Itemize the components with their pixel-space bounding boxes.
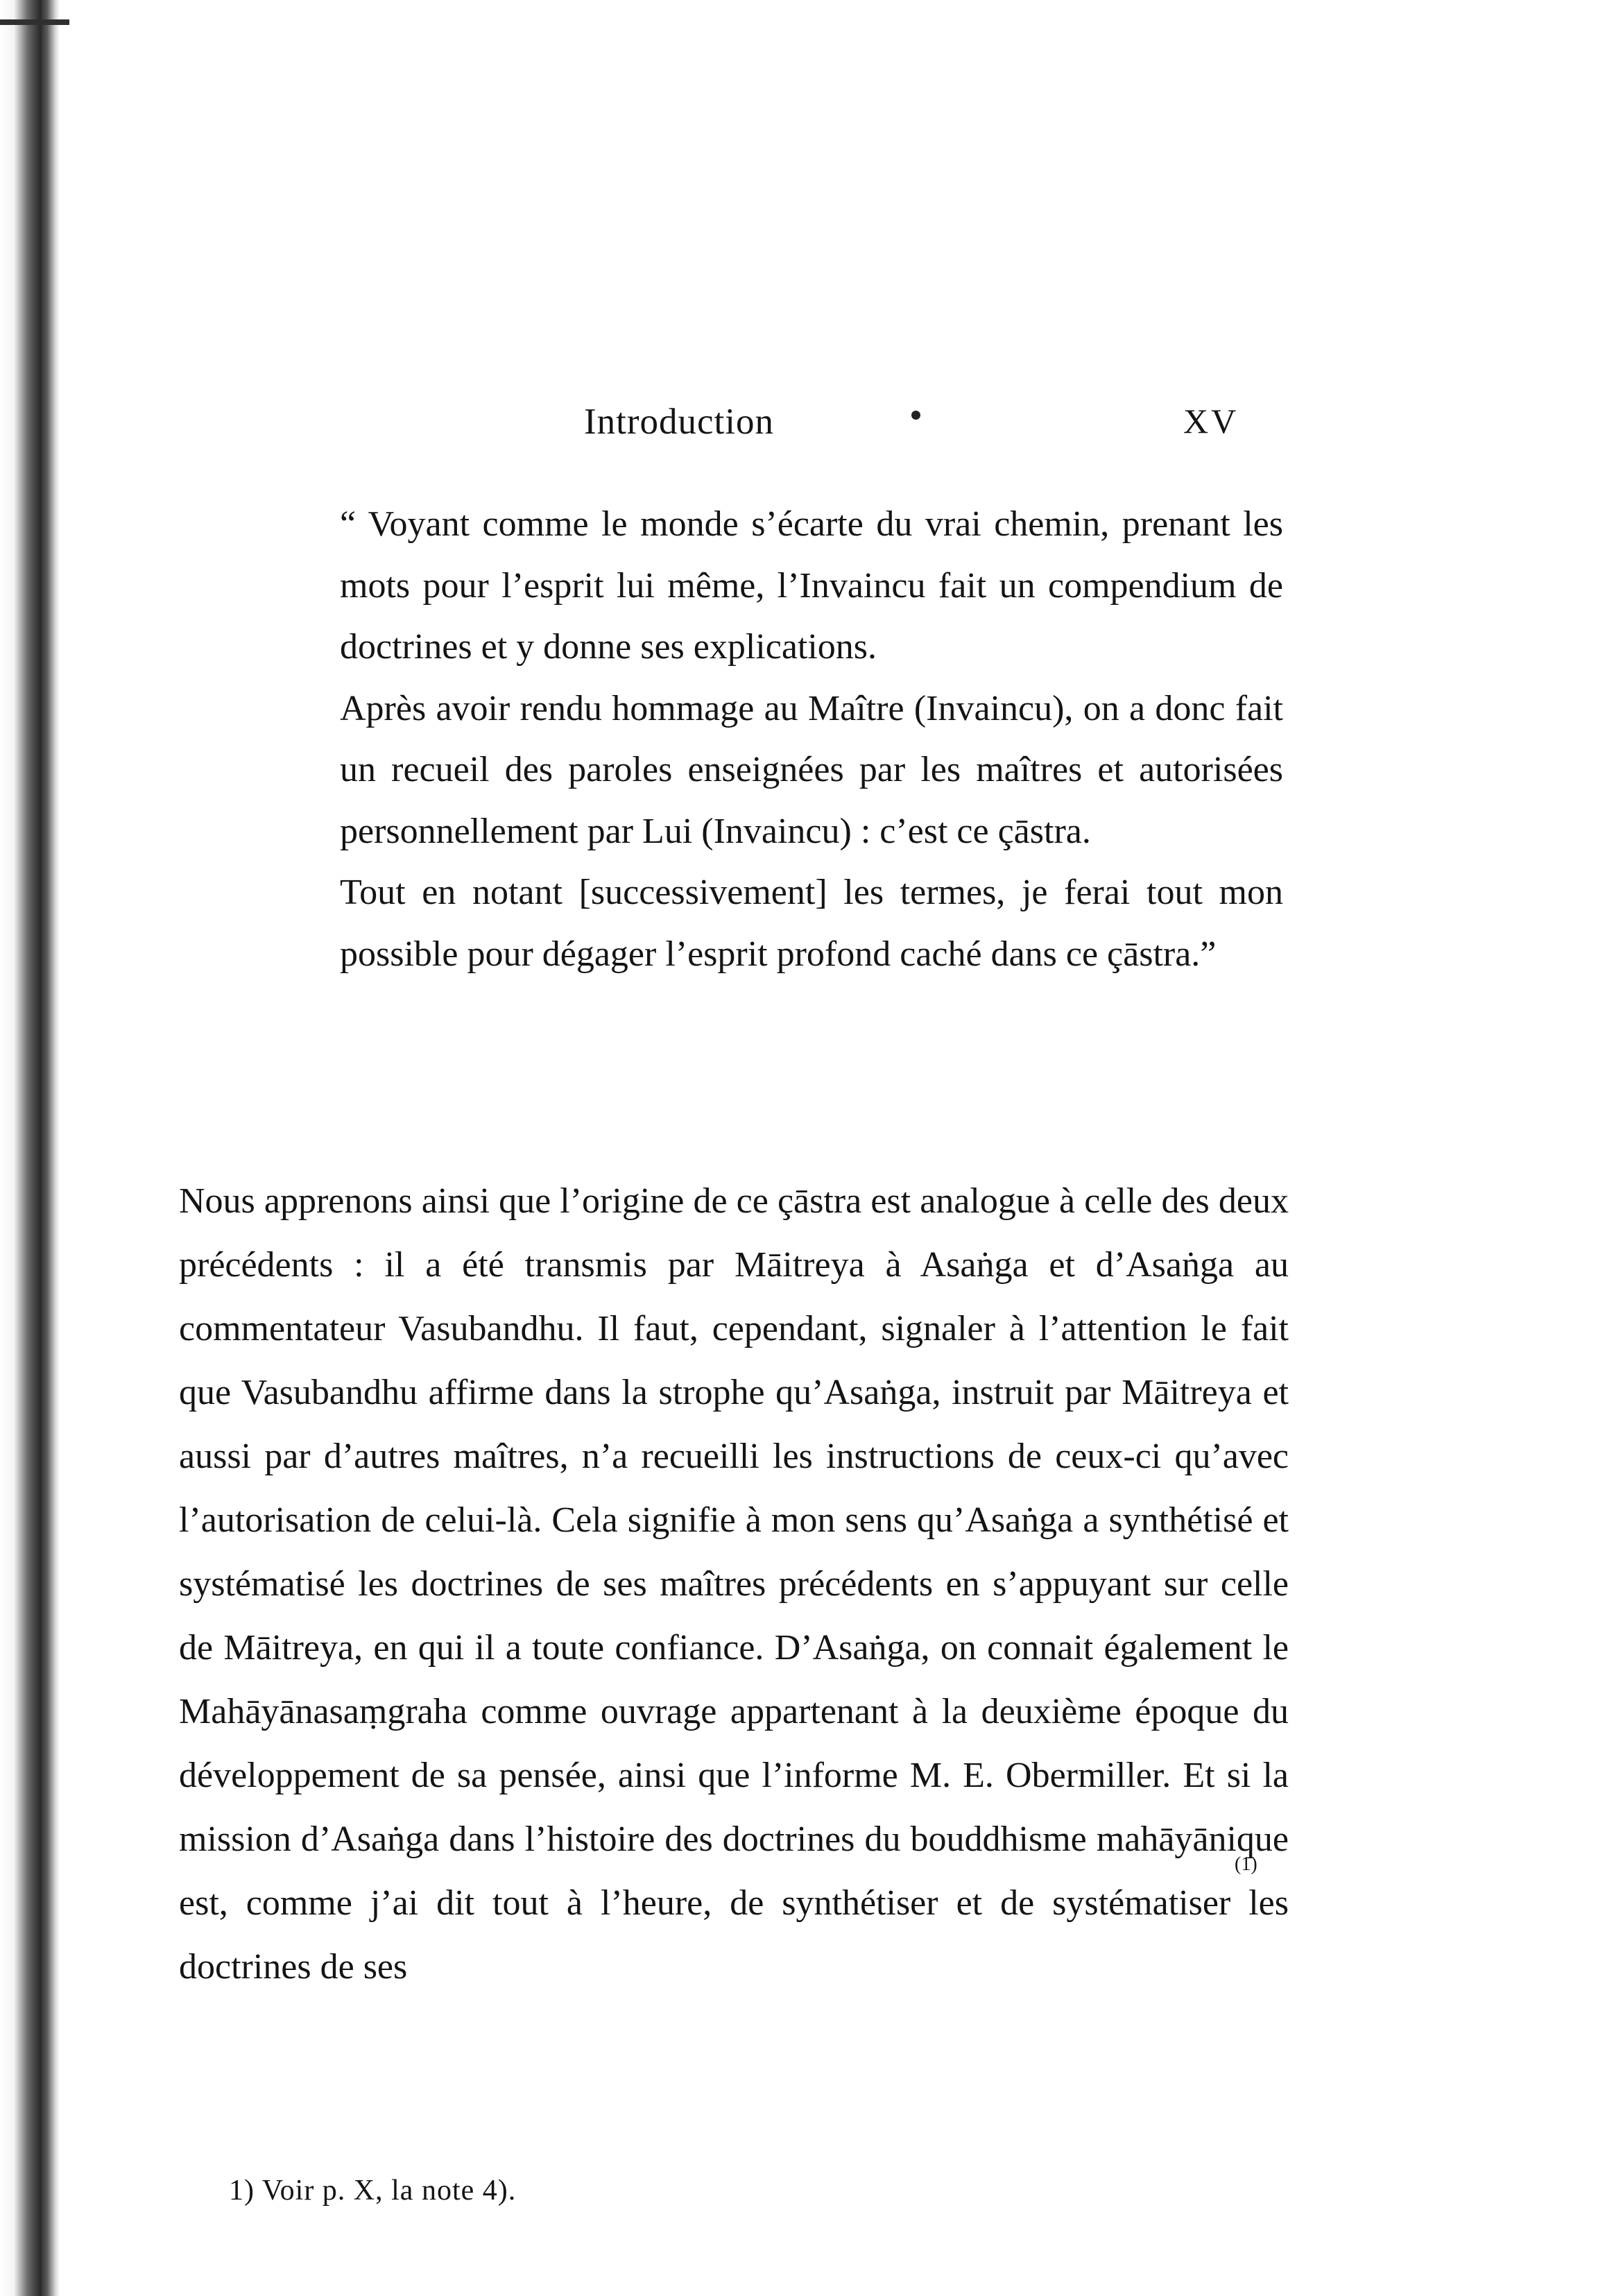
body-text xyxy=(179,1170,1289,1999)
footnote: 1) Voir p. X, la note 4). xyxy=(229,2175,517,2207)
binding-corner-mark xyxy=(0,19,69,25)
quote-paragraph: “ Voyant comme le monde s’écarte du vrai chemin, prenant les mots pour l’esprit lui même, l’Invaincu fait un compendium de doctrines et y donne ses explications. xyxy=(340,504,1283,667)
footnote-marker: (1) xyxy=(1235,1853,1257,1875)
quote-paragraph: Tout en notant [successivement] les termes, je ferai tout mon possible pour dégager l’esprit profond caché dans ce çāstra.” xyxy=(340,873,1283,974)
body-paragraph: Nous apprenons ainsi que l’origine de ce çāstra est analogue à celle des deux précédents : il a été transmis par Māitreya à Asaṅga et d’Asaṅga au commentateur Vasubandhu. Il faut, cependant, signaler à l’attention le fait que Vasubandhu affirme dans la strophe qu’Asaṅga, instruit par Māitreya et aussi par d’autres maîtres, n’a recueilli les instructions de ceux-ci qu’avec l’autorisation de celui-là. Cela signifie à mon sens qu’Asaṅga a synthétisé et systématisé les doctrines de ses maîtres précédents en s’appuyant sur celle de Māitreya, en qui il a toute confiance. D’Asaṅga, on connait également le Mahāyānasaṃgraha comme ouvrage appartenant à la deuxième époque du développement de sa pensée, ainsi que l’informe M. E. Obermiller. Et si la mission d’Asaṅga dans l’histoire des doctrines du bouddhisme mahāyānique est, comme j’ai dit tout à l’heure, de synthétiser et de systématiser les doctrines de ses xyxy=(179,1181,1289,1987)
page-number: XV xyxy=(1183,402,1239,440)
quote-paragraph: Après avoir rendu hommage au Maître (Invaincu), on a donc fait un recueil des paroles enseignées par les maîtres et autorisées personnellement par Lui (Invaincu) : c’est ce çāstra. xyxy=(340,688,1283,851)
running-head xyxy=(0,401,1623,456)
quoted-strophe xyxy=(340,494,1283,985)
binding-edge xyxy=(0,0,60,2296)
running-title: Introduction xyxy=(584,402,774,442)
ornament-dot xyxy=(911,411,920,420)
